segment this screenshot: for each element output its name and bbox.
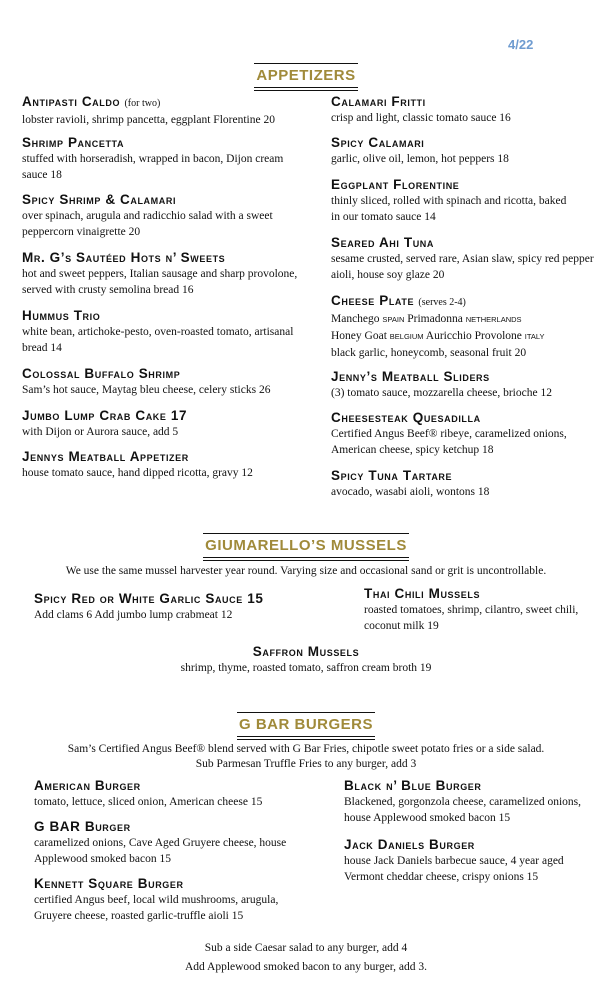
menu-item (331, 176, 576, 225)
menu-item (364, 585, 589, 634)
page-number: 4/22 (508, 37, 534, 52)
item-name: Mr. G’s Sautéed Hots n’ Sweets (22, 250, 226, 265)
item-desc: house Jack Daniels barbecue sauce, 4 year aged Vermont cheddar cheese, crispy onions 15 (344, 855, 564, 883)
item-name: Spicy Red or White Garlic Sauce 15 (34, 591, 264, 606)
cheese-origin: BELGIUM (389, 332, 424, 341)
burgers-footer-2: Add Applewood smoked bacon to any burger, add 3. (184, 961, 428, 973)
item-name: Thai Chili Mussels (364, 586, 481, 601)
item-desc: lobster ravioli, shrimp pancetta, eggplant Florentine 20 (22, 114, 275, 126)
item-desc: Blackened, gorgonzola cheese, caramelized onions, house Applewood smoked bacon 15 (344, 796, 582, 824)
menu-item (34, 818, 304, 867)
item-desc: tomato, lettuce, sliced onion, American cheese 15 (34, 796, 263, 808)
item-desc: certified Angus beef, local wild mushrooms, arugula, Gruyere cheese, roasted garlic-truffle aioli 15 (34, 894, 279, 922)
item-desc: black garlic, honeycomb, seasonal fruit 20 (331, 347, 527, 359)
item-desc: Add clams 6 Add jumbo lump crabmeat 12 (34, 609, 233, 621)
item-name: American Burger (34, 778, 141, 793)
item-name: Calamari Fritti (331, 94, 426, 109)
menu-item (34, 590, 354, 623)
cheese-plate (331, 292, 601, 361)
item-desc: Sam’s hot sauce, Maytag bleu cheese, celery sticks 26 (22, 384, 271, 396)
menu-item (22, 249, 307, 298)
item-name: Shrimp Pancetta (22, 135, 125, 150)
cheese-origin: ITALY (524, 332, 545, 341)
item-desc: crisp and light, classic tomato sauce 16 (331, 112, 511, 124)
burgers-title: G BAR BURGERS (238, 716, 373, 733)
menu-item (331, 93, 596, 126)
item-desc: house tomato sauce, hand dipped ricotta, gravy 12 (22, 467, 253, 479)
item-name: Jack Daniels Burger (344, 837, 475, 852)
item-name: Spicy Calamari (331, 135, 425, 150)
burgers-intro-1: Sam’s Certified Angus Beef® blend served with G Bar Fries, chipotle sweet potato fries or a side salad. (67, 743, 545, 755)
item-desc: avocado, wasabi aioli, wontons 18 (331, 486, 490, 498)
item-name: Colossal Buffalo Shrimp (22, 366, 181, 381)
item-desc: white bean, artichoke-pesto, oven-roasted tomato, artisanal bread 14 (22, 326, 294, 354)
item-name: Hummus Trio (22, 308, 101, 323)
appetizers-title: APPETIZERS (256, 67, 356, 84)
item-name: Jumbo Lump Crab Cake 17 (22, 408, 188, 423)
menu-item (331, 409, 601, 458)
item-desc: roasted tomatoes, shrimp, cilantro, sweet chili, coconut milk 19 (364, 604, 579, 632)
item-name: Eggplant Florentine (331, 177, 460, 192)
item-name: Spicy Shrimp & Calamari (22, 192, 177, 207)
item-name: Kennett Square Burger (34, 876, 184, 891)
item-note: (for two) (124, 98, 161, 109)
item-name: Black n’ Blue Burger (344, 778, 482, 793)
cheese-origin: NETHERLANDS (465, 315, 522, 324)
menu-item (331, 368, 596, 401)
item-name: G BAR Burger (34, 819, 131, 834)
cheese-name: Manchego (331, 313, 380, 325)
item-desc: Certified Angus Beef® ribeye, caramelized onions, American cheese, spicy ketchup 18 (331, 428, 567, 456)
item-desc: hot and sweet peppers, Italian sausage and sharp provolone, served with crusty semolina bread 16 (22, 268, 298, 296)
menu-item (331, 467, 596, 500)
menu-item (22, 407, 322, 440)
menu-item (0, 643, 612, 676)
cheese-name: Honey Goat (331, 330, 387, 342)
menu-item (22, 191, 307, 240)
mussels-title: GIUMARELLO’S MUSSELS (205, 537, 407, 554)
item-name: Seared Ahi Tuna (331, 235, 435, 250)
burgers-intro-2: Sub Parmesan Truffle Fries to any burger, add 3 (195, 758, 417, 770)
menu-item (22, 93, 322, 128)
menu-item (331, 234, 596, 283)
menu-item (34, 875, 314, 924)
menu-item (344, 836, 594, 885)
item-note: (serves 2-4) (418, 297, 466, 308)
item-name: Jennys Meatball Appetizer (22, 449, 189, 464)
menu-item (34, 777, 324, 810)
appetizers-heading (0, 63, 612, 88)
menu-item (331, 134, 596, 167)
item-desc: sesame crusted, served rare, Asian slaw, spicy red pepper aioli, house soy glaze 20 (331, 253, 594, 281)
menu-item (344, 777, 592, 826)
menu-item (22, 365, 322, 398)
item-name: Saffron Mussels (252, 644, 360, 659)
item-name: Spicy Tuna Tartare (331, 468, 453, 483)
burgers-footer-1: Sub a side Caesar salad to any burger, add 4 (204, 942, 408, 954)
cheese-name: Primadonna (407, 313, 463, 325)
item-desc: caramelized onions, Cave Aged Gruyere cheese, house Applewood smoked bacon 15 (34, 837, 287, 865)
menu-item (22, 307, 307, 356)
item-name: Cheese Plate (331, 293, 415, 308)
item-desc: with Dijon or Aurora sauce, add 5 (22, 426, 179, 438)
cheese-origin: SPAIN (382, 315, 405, 324)
item-name: Jenny’s Meatball Sliders (331, 369, 490, 384)
burgers-heading (0, 712, 612, 737)
mussels-heading (0, 533, 612, 558)
item-desc: thinly sliced, rolled with spinach and ricotta, baked in our tomato sauce 14 (331, 195, 567, 223)
item-desc: (3) tomato sauce, mozzarella cheese, brioche 12 (331, 387, 552, 399)
item-desc: over spinach, arugula and radicchio salad with a sweet peppercorn vinaigrette 20 (22, 210, 273, 238)
menu-item (22, 448, 322, 481)
item-desc: shrimp, thyme, roasted tomato, saffron cream broth 19 (180, 662, 432, 674)
cheese-name: Auricchio Provolone (425, 330, 522, 342)
menu-item (22, 134, 292, 183)
item-name: Cheesesteak Quesadilla (331, 410, 481, 425)
item-desc: garlic, olive oil, lemon, hot peppers 18 (331, 153, 509, 165)
item-name: Antipasti Caldo (22, 94, 121, 109)
item-desc: stuffed with horseradish, wrapped in bacon, Dijon cream sauce 18 (22, 153, 284, 181)
mussels-intro: We use the same mussel harvester year round. Varying size and occasional sand or grit is uncontrollable. (65, 565, 547, 577)
